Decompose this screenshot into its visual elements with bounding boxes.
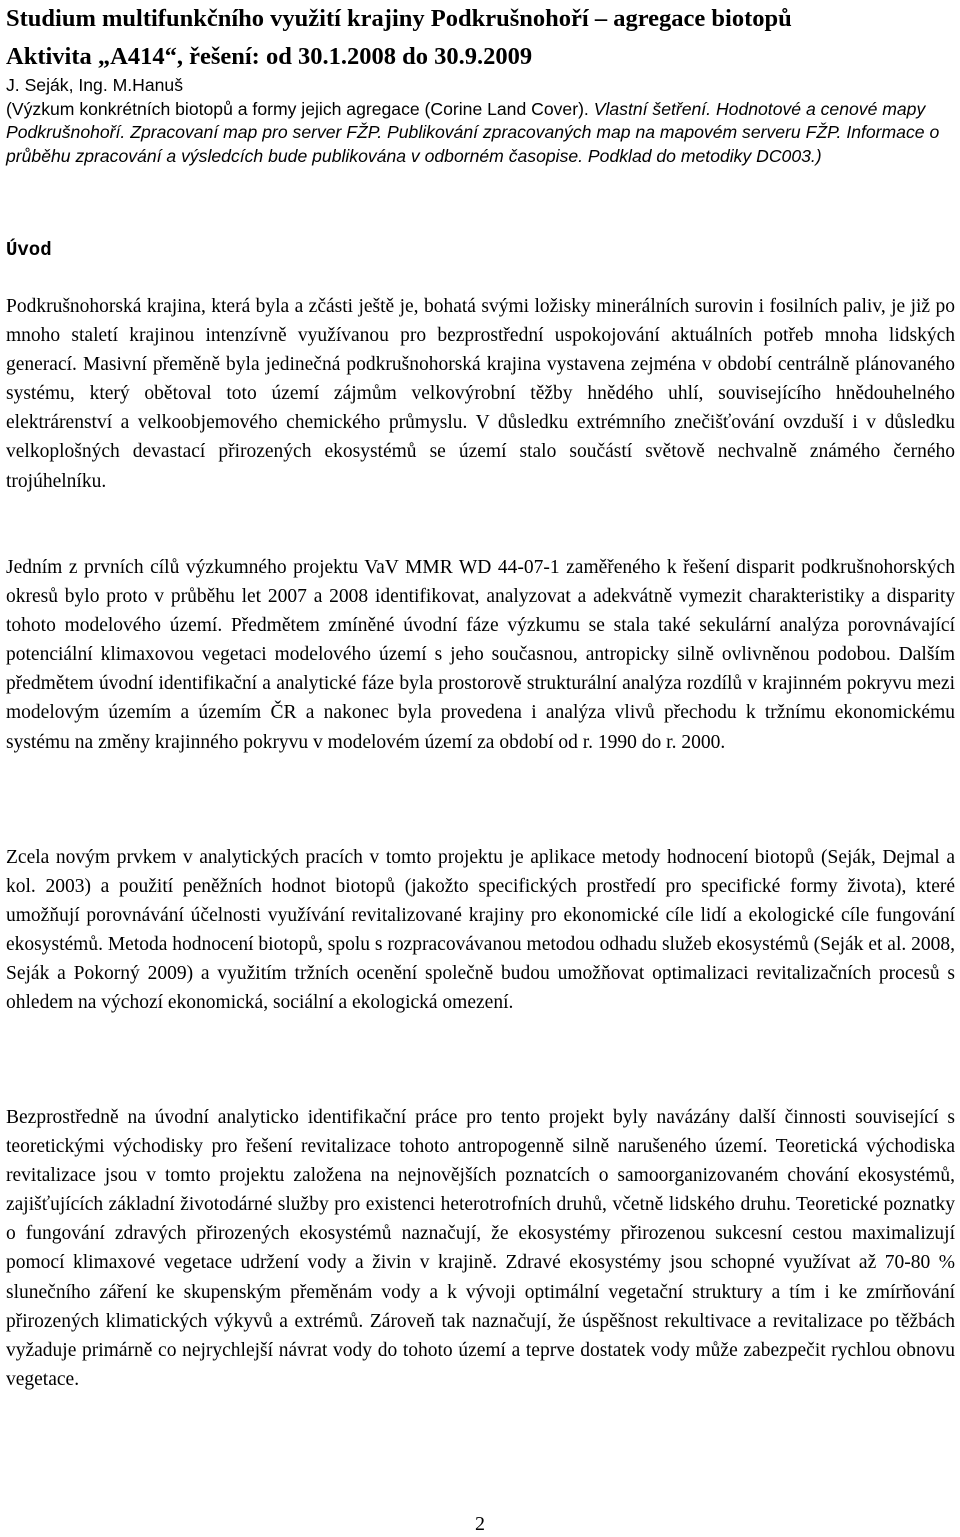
title-line-2: Aktivita „A414“, řešení: od 30.1.2008 do 30.9.2009	[6, 43, 533, 70]
paragraph-1: Podkrušnohorská krajina, která byla a zčásti ještě je, bohatá svými ložisky minerálních surovin i fosilních paliv, je již po mnoho staletí krajinou intenzívně využívanou pro bezprostřední uspokojování aktuálních potřeb mnoha lidských generací. Masivní přeměně byla jedinečná podkrušnohorská krajina vystavena zejména v období centrálně plánovaného systému, který obětoval toto území zájmům velkovýrobní těžby hnědého uhlí, souvisejícího hnědouhelného elektrárenství a velkoobjemového chemického průmyslu. V důsledku extrémního znečišťování ovzduší i v důsledku velkoplošných devastací přirozených ekosystémů se území stalo součástí světově nechvalně známého černého trojúhelníku.	[6, 296, 955, 492]
document-title	[6, 0, 956, 76]
authors: J. Seják, Ing. M.Hanuš	[6, 75, 183, 95]
title-line-1: Studium multifunkčního využití krajiny Podkrušnohoří – agregace biotopů	[6, 5, 792, 32]
paragraph-2: Jedním z prvních cílů výzkumného projektu VaV MMR WD 44-07-1 zaměřeného k řešení disparit podkrušnohorských okresů bylo proto v průběhu let 2007 a 2008 identifikovat, analyzovat a adekvátně vymezit charakteristiky a disparity tohoto modelového území. Předmětem zmíněné úvodní fáze výzkumu se stala také sekulární analýza porovnávající potenciální klimaxovou vegetaci modelového území s jeho současnou, antropicky silně ovlivněnou podobou. Dalším předmětem úvodní identifikační a analytické fáze byla prostorově strukturální analýza rozdílů v krajinném pokryvu mezi modelovým územím a územím ČR a nakonec byla provedena i analýza vlivů přechodu k tržnímu ekonomickému systému na změny krajinného pokryvu v modelovém území za období od r. 1990 do r. 2000.	[6, 557, 955, 753]
page-number: 2	[475, 1513, 485, 1535]
project-meta	[6, 74, 951, 168]
description-italic: Vlastní šetření. Hodnotové a cenové mapy Podkrušnohoří. Zpracovaní map pro server FŽP. Publikování zpracovaných map na mapovém serveru FŽP. Informace o průběhu zpracování a výsledcích bude publikována v odborném časopise. Podklad do metodiky DC003.)	[6, 98, 940, 166]
paragraph-3: Zcela novým prvkem v analytických pracích v tomto projektu je aplikace metody hodnocení biotopů (Seják, Dejmal a kol. 2003) a použití peněžních hodnot biotopů (jakožto specifických prostředí pro specifické formy života), které umožňují porovnávání účelnosti využívání revitalizované krajiny pro ekonomické cíle lidí a ekologické cíle fungování ekosystémů. Metoda hodnocení biotopů, spolu s rozpracovávanou metodou odhadu služeb ekosystémů (Seják et al. 2008, Seják a Pokorný 2009) a využitím tržních ocenění společně budou umožňovat optimalizaci revitalizačních procesů s ohledem na výchozí ekonomická, sociální a ekologická omezení.	[6, 847, 955, 1014]
paragraph-4: Bezprostředně na úvodní analyticko identifikační práce pro tento projekt byly navázány další činnosti související s teoretickými východisky pro řešení revitalizace tohoto antropogenně silně narušeného území. Teoretická východiska revitalizace jsou v tomto projektu založena na nejnovějších poznatcích o samoorganizovaném chování ekosystémů, zajišťujících základní životodárné služby pro existenci heterotrofních druhů, včetně lidského druhu. Teoretické poznatky o fungování zdravých přirozených ekosystémů naznačují, že ekosystémy přirozenou sukcesní cestou maximalizují pomocí klimaxové vegetace udržení vody a živin v krajině. Zdravé ekosystémy jsou schopné využívat až 70-80 % slunečního záření ke skupenským přeměnám vody a k vývoji optimální vegetační struktury a tím i ke zmírňování přirozených klimatických výkyvů a extrémů. Zároveň tak naznačují, že úspěšnost rekultivace a revitalizace po těžbách vyžaduje primárně co nejrychlejší návrat vody do tohoto území a teprve dostatek vody může zabezpečit rychlou obnovu vegetace.	[6, 1107, 955, 1390]
description-start: (Výzkum konkrétních biotopů a formy jejich agregace (Corine Land Cover).	[6, 98, 594, 119]
section-heading: Úvod	[6, 239, 52, 261]
